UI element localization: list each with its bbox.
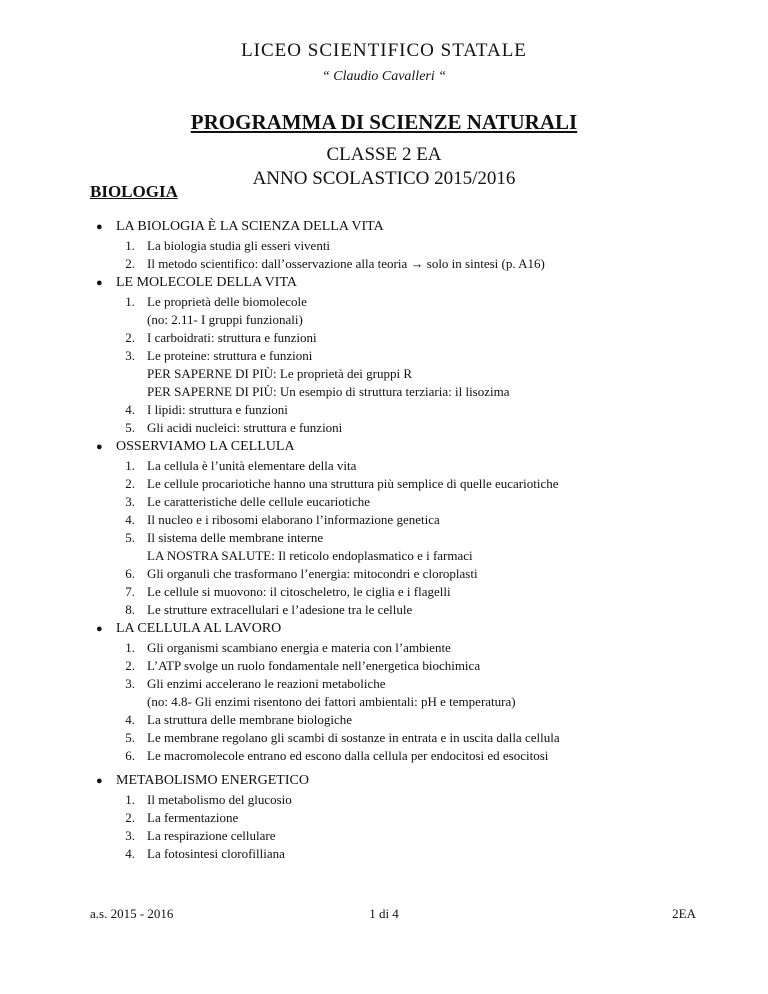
list-item [90, 809, 750, 827]
topic-title [90, 217, 750, 237]
list-item [90, 747, 750, 765]
list-item [90, 729, 750, 747]
section-title: BIOLOGIA [90, 182, 178, 201]
topic-title [90, 437, 750, 457]
bullet-icon: ● [96, 221, 103, 233]
item-number: 6. [125, 748, 135, 763]
list-item [90, 293, 750, 311]
bullet-icon: ● [96, 277, 103, 289]
item-text: Le strutture extracellulari e l’adesione tra le cellule [147, 602, 413, 617]
topic-block [90, 771, 750, 863]
list-item [90, 791, 750, 809]
item-text: Gli organismi scambiano energia e materia con l’ambiente [147, 640, 451, 655]
bullet-icon: ● [96, 623, 103, 635]
item-number: 1. [125, 458, 135, 473]
item-number: 2. [125, 810, 135, 825]
item-number: 3. [125, 676, 135, 691]
list-item [90, 383, 750, 401]
item-number: 3. [125, 348, 135, 363]
school-dedication: “ Claudio Cavalleri “ [321, 69, 447, 84]
footer-school-year: a.s. 2015 - 2016 [90, 906, 174, 921]
list-item [90, 711, 750, 729]
list-item [90, 365, 750, 383]
item-number: 2. [125, 658, 135, 673]
list-item [90, 475, 750, 493]
item-text: La biologia studia gli esseri viventi [147, 238, 331, 253]
list-item [90, 347, 750, 365]
item-number: 2. [125, 476, 135, 491]
item-text: La fermentazione [147, 810, 239, 825]
item-number: 4. [125, 402, 135, 417]
list-item [90, 311, 750, 329]
topic-title [90, 619, 750, 639]
list-item [90, 457, 750, 475]
item-text: Le proprietà delle biomolecole [147, 294, 307, 309]
item-text: La fotosintesi clorofilliana [147, 846, 285, 861]
list-item [90, 419, 750, 437]
item-number: 3. [125, 494, 135, 509]
item-number: 2. [125, 330, 135, 345]
item-number: 1. [125, 238, 135, 253]
item-number: 3. [125, 828, 135, 843]
item-text: Le cellule procariotiche hanno una struttura più semplice di quelle eucariotiche [147, 476, 559, 491]
item-text: Il metodo scientifico: dall’osservazione alla teoria → solo in sintesi (p. A16) [147, 256, 545, 271]
item-text: L’ATP svolge un ruolo fondamentale nell’energetica biochimica [147, 658, 481, 673]
list-item [90, 639, 750, 657]
item-number: 5. [125, 420, 135, 435]
item-text: La cellula è l’unità elementare della vita [147, 458, 357, 473]
topic-title-text: LA BIOLOGIA È LA SCIENZA DELLA VITA [116, 219, 384, 234]
list-item [90, 511, 750, 529]
item-number: 4. [125, 512, 135, 527]
topic-block [90, 217, 750, 273]
list-item [90, 601, 750, 619]
school-name: LICEO SCIENTIFICO STATALE [241, 40, 527, 61]
item-number: 4. [125, 712, 135, 727]
item-number: 1. [125, 792, 135, 807]
topic-title-text: LA CELLULA AL LAVORO [116, 621, 282, 636]
item-text: Le cellule si muovono: il citoscheletro, le ciglia e i flagelli [147, 584, 451, 599]
item-text: La struttura delle membrane biologiche [147, 712, 353, 727]
topic-block [90, 437, 750, 619]
list-item [90, 529, 750, 547]
topic-title [90, 771, 750, 791]
list-item [90, 845, 750, 863]
item-number: 7. [125, 584, 135, 599]
topic-title-text: OSSERVIAMO LA CELLULA [116, 439, 295, 454]
list-item [90, 547, 750, 565]
item-text: Le macromolecole entrano ed escono dalla cellula per endocitosi ed esocitosi [147, 748, 549, 763]
item-text: I lipidi: struttura e funzioni [147, 402, 288, 417]
school-year-label: ANNO SCOLASTICO 2015/2016 [252, 168, 516, 189]
item-text: Le membrane regolano gli scambi di sostanze in entrata e in uscita dalla cellula [147, 730, 560, 745]
item-number: 2. [125, 256, 135, 271]
footer-class-code: 2EA [672, 906, 696, 921]
list-item [90, 565, 750, 583]
list-item [90, 675, 750, 693]
bullet-icon: ● [96, 775, 103, 787]
list-item [90, 827, 750, 845]
item-text: Le proteine: struttura e funzioni [147, 348, 313, 363]
list-item [90, 255, 750, 273]
list-item [90, 693, 750, 711]
item-number: 1. [125, 294, 135, 309]
list-item [90, 237, 750, 255]
item-text: LA NOSTRA SALUTE: Il reticolo endoplasmatico e i farmaci [147, 548, 473, 563]
item-number: 1. [125, 640, 135, 655]
class-label: CLASSE 2 EA [326, 144, 442, 165]
bullet-icon: ● [96, 441, 103, 453]
item-text: La respirazione cellulare [147, 828, 276, 843]
item-text: PER SAPERNE DI PIÙ: Un esempio di struttura terziaria: il lisozima [147, 384, 510, 399]
list-item [90, 493, 750, 511]
topic-block [90, 273, 750, 437]
item-number: 5. [125, 730, 135, 745]
list-item [90, 657, 750, 675]
list-item [90, 329, 750, 347]
footer-page-number: 1 di 4 [369, 906, 399, 921]
item-text: PER SAPERNE DI PIÙ: Le proprietà dei gruppi R [147, 366, 413, 381]
list-item [90, 401, 750, 419]
topic-title-text: LE MOLECOLE DELLA VITA [116, 275, 297, 290]
item-number: 4. [125, 846, 135, 861]
item-text: (no: 2.11- I gruppi funzionali) [147, 312, 303, 327]
program-title: PROGRAMMA DI SCIENZE NATURALI [190, 110, 578, 134]
list-item [90, 583, 750, 601]
item-text: Le caratteristiche delle cellule eucariotiche [147, 494, 371, 509]
topic-title-text: METABOLISMO ENERGETICO [116, 773, 309, 788]
item-text: Gli enzimi accelerano le reazioni metaboliche [147, 676, 386, 691]
item-number: 6. [125, 566, 135, 581]
item-text: Gli acidi nucleici: struttura e funzioni [147, 420, 343, 435]
item-text: (no: 4.8- Gli enzimi risentono dei fattori ambientali: pH e temperatura) [147, 694, 516, 709]
item-text: I carboidrati: struttura e funzioni [147, 330, 317, 345]
item-number: 8. [125, 602, 135, 617]
topic-block [90, 619, 750, 771]
item-text: Il nucleo e i ribosomi elaborano l’informazione genetica [147, 512, 440, 527]
topics-list [90, 217, 750, 863]
item-text: Il metabolismo del glucosio [147, 792, 292, 807]
item-number: 5. [125, 530, 135, 545]
topic-title [90, 273, 750, 293]
item-text: Il sistema delle membrane interne [147, 530, 324, 545]
item-text: Gli organuli che trasformano l’energia: mitocondri e cloroplasti [147, 566, 478, 581]
